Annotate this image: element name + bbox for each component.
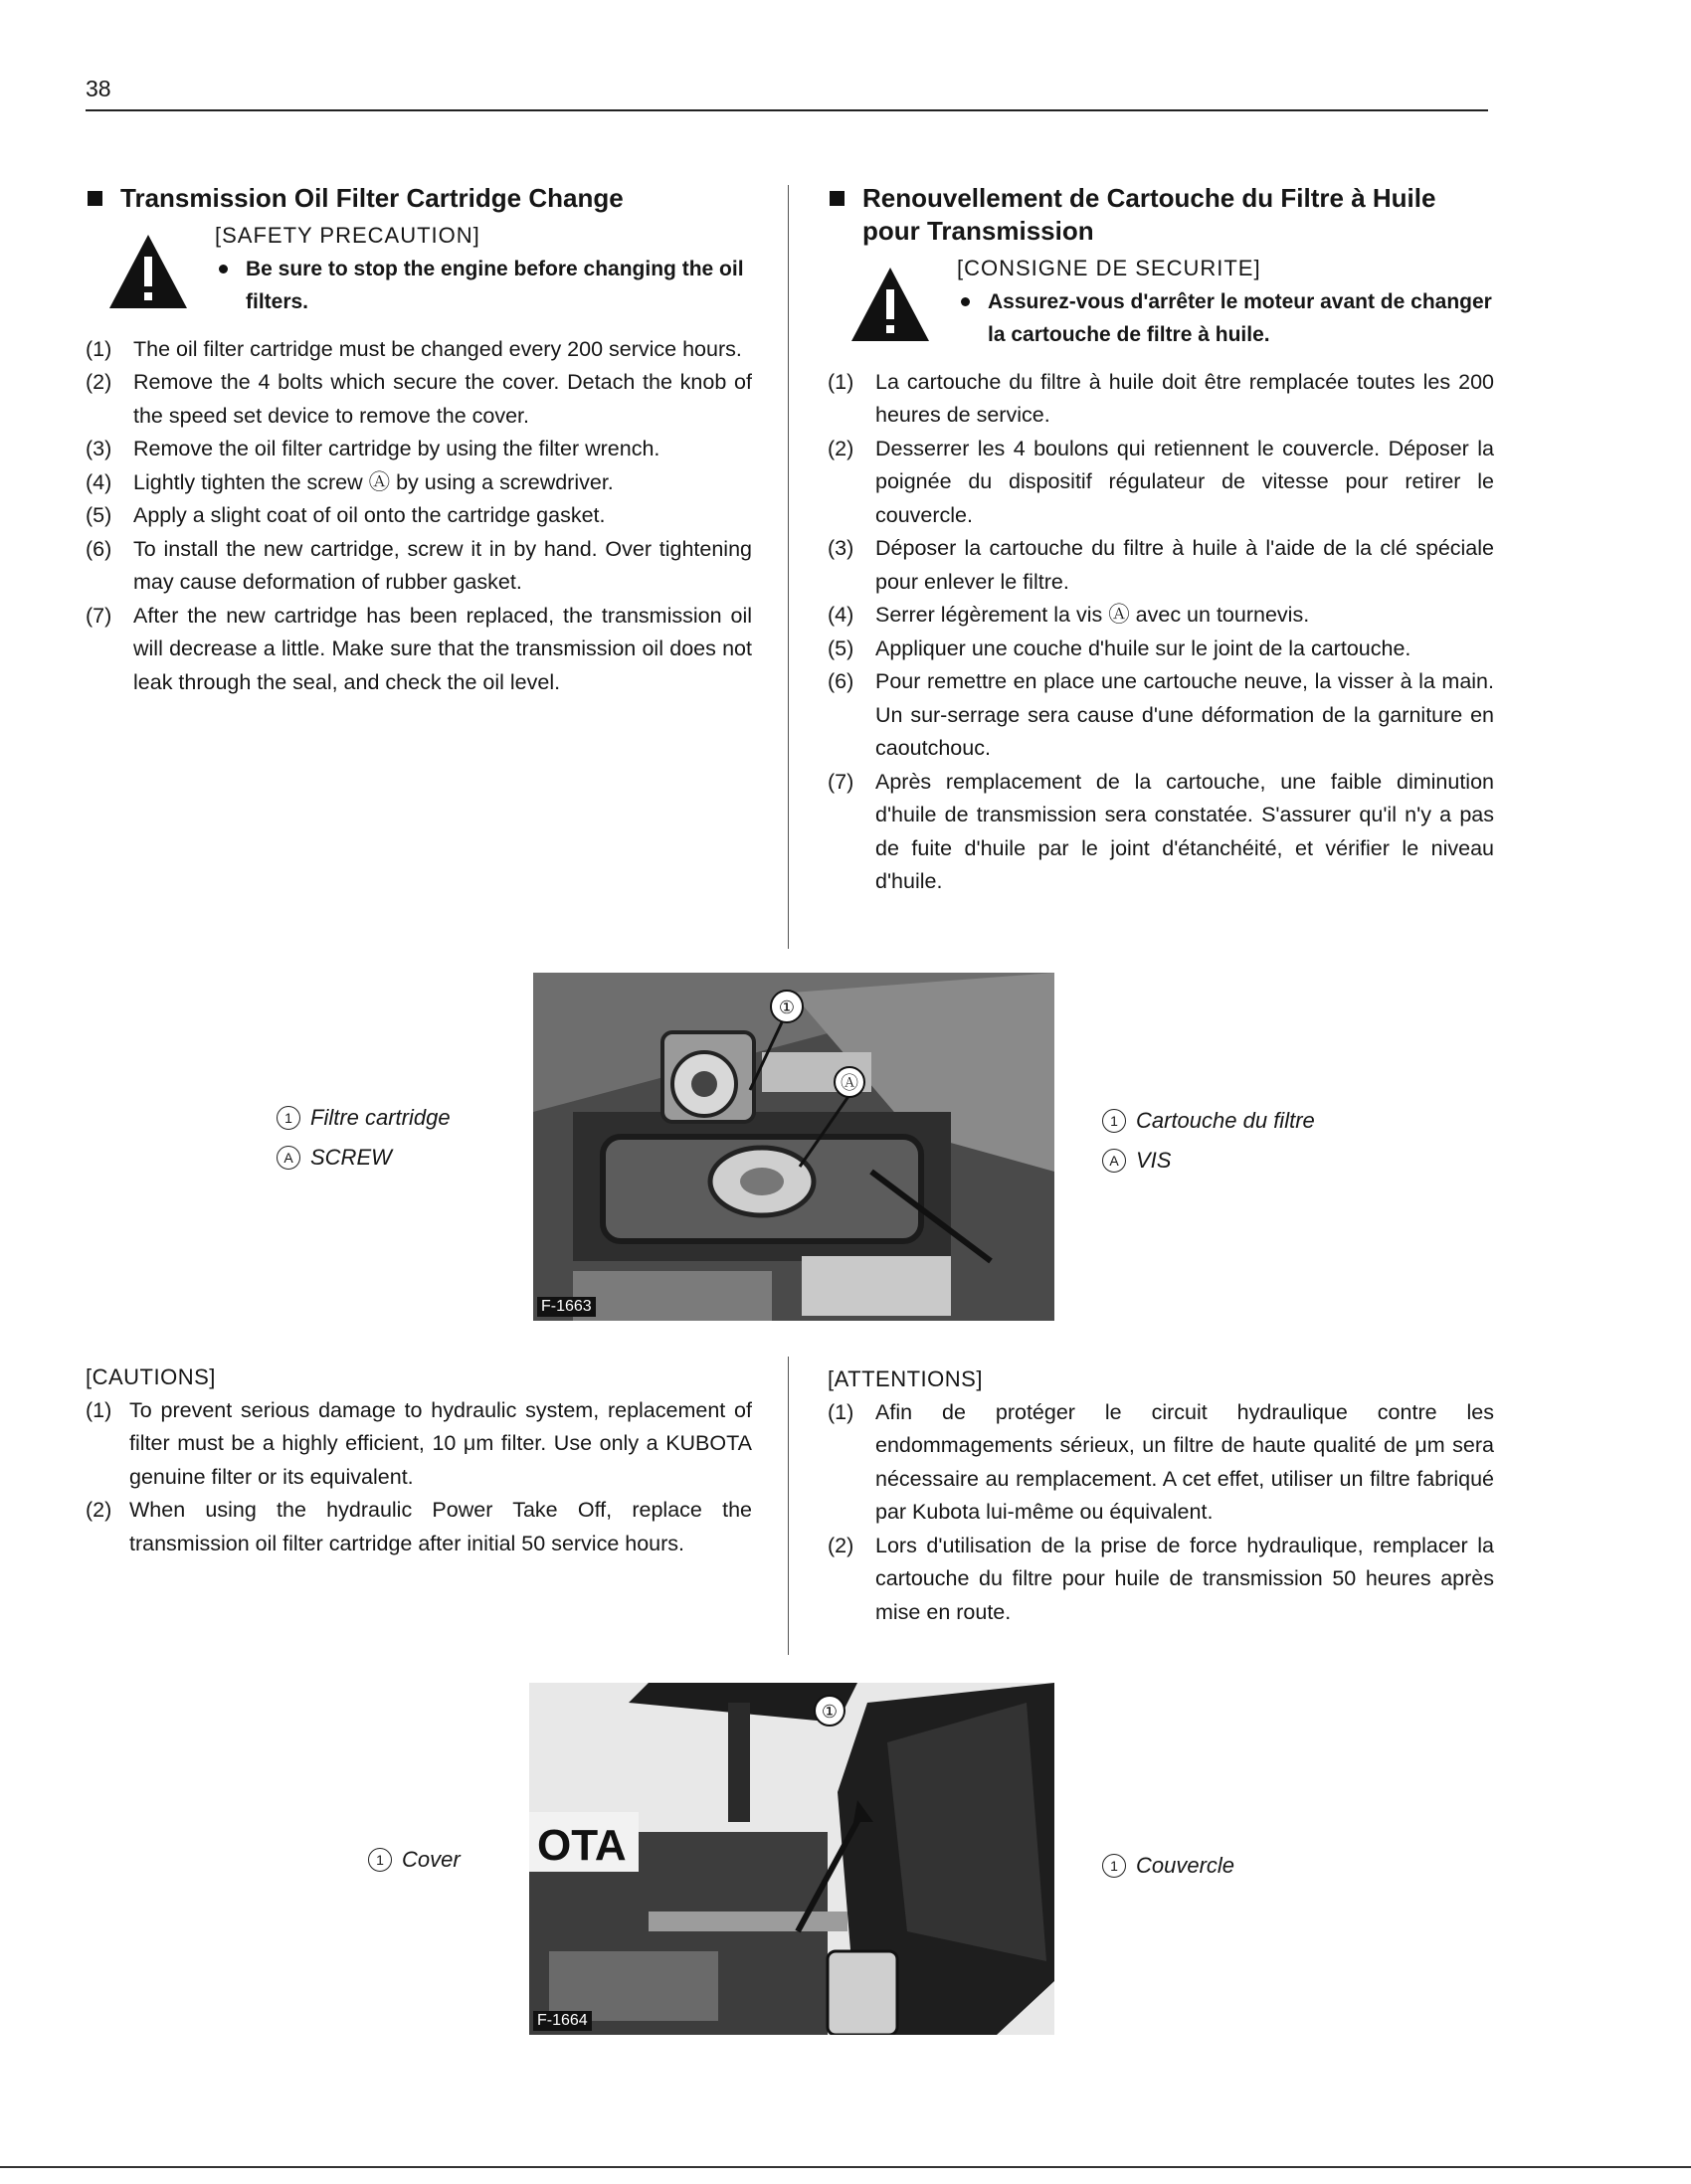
figure-number: F-1664	[533, 2011, 592, 2031]
cautions-list-en	[86, 1394, 752, 1561]
brand-lettering: OTA	[537, 1821, 627, 1870]
caution-item: (2) When using the hydraulic Power Take Off, replace the transmission oil filter cartridge after initial 50 service hours.	[86, 1498, 752, 1555]
step-item: (1) La cartouche du filtre à huile doit être remplacée toutes les 200 heures de service.	[828, 369, 1494, 427]
header-rule	[86, 109, 1488, 111]
step-item: (3) Remove the oil filter cartridge by using the filter wrench.	[86, 437, 660, 460]
cautions-list-fr	[828, 1396, 1494, 1630]
step-item: (7) After the new cartridge has been replaced, the transmission oil will decrease a little. Make sure that the transmission oil does not leak through the seal, and check the oil level.	[86, 603, 752, 694]
figure2-caption-fr: 1 Couvercle	[1102, 1846, 1234, 1886]
figure2-caption-en: 1 Cover	[368, 1840, 461, 1880]
footer-rule	[0, 2166, 1691, 2168]
caption-item: A VIS	[1102, 1141, 1315, 1181]
step-item: (5) Apply a slight coat of oil onto the cartridge gasket.	[86, 503, 606, 527]
caption-item: 1 Cartouche du filtre	[1102, 1101, 1315, 1141]
english-procedure	[86, 182, 752, 699]
square-bullet-icon	[830, 191, 845, 206]
step-item: (1) The oil filter cartridge must be changed every 200 service hours.	[86, 336, 742, 361]
step-item: (7) Après remplacement de la cartouche, une faible diminution d'huile de transmission sera constatée. S'assurer qu'il n'y a pas de fuite d'huile par le joint d'étanchéité, et vérifier le niveau d'huile.	[828, 769, 1494, 893]
figure1-captions-fr	[1102, 1101, 1315, 1181]
safety-item-fr: Assurez-vous d'arrêter le moteur avant de changer la cartouche de filtre à huile.	[957, 285, 1494, 352]
column-divider-bottom	[788, 1357, 789, 1655]
filter-cartridge-photo	[533, 973, 1054, 1321]
cautions-heading-fr: [ATTENTIONS]	[828, 1366, 983, 1391]
filter-cartridge-illustration	[533, 973, 1054, 1321]
steps-list-en	[86, 333, 752, 700]
step-item: (6) Pour remettre en place une cartouche neuve, la visser à la main. Un sur-serrage sera cause d'une déformation de la garniture en caoutchouc.	[828, 669, 1494, 760]
cautions-fr	[828, 1363, 1494, 1629]
bullet-dot-icon	[961, 297, 970, 306]
caution-item: (2) Lors d'utilisation de la prise de force hydraulique, remplacer la cartouche du filtre pour huile de transmission 50 heures après mise en route.	[828, 1533, 1494, 1624]
callout-1-label: ①	[778, 998, 796, 1017]
section-title-fr: Renouvellement de Cartouche du Filtre à Huile pour Transmission	[828, 182, 1494, 248]
section-title-en: Transmission Oil Filter Cartridge Change	[86, 182, 752, 215]
caption-item: A SCREW	[277, 1138, 451, 1178]
french-procedure	[828, 182, 1494, 899]
square-bullet-icon	[88, 191, 102, 206]
safety-item-en: Be sure to stop the engine before changing the oil filters.	[215, 253, 752, 319]
caption-item: 1 Filtre cartridge	[277, 1098, 451, 1138]
caution-item: (1) Afin de protéger le circuit hydraulique contre les endommagements sérieux, un filtre de haute qualité de μm sera nécessaire au remplacement. A cet effet, utiliser un filtre fabriqué par Kubota lui-même ou équivalent.	[828, 1399, 1494, 1524]
step-item: (2) Remove the 4 bolts which secure the cover. Detach the knob of the speed set device to remove the cover.	[86, 370, 752, 428]
warning-triangle-icon	[107, 233, 189, 310]
step-item: (5) Appliquer une couche d'huile sur le joint de la cartouche.	[828, 636, 1411, 660]
cautions-en	[86, 1361, 752, 1560]
safety-precaution-en	[86, 219, 752, 319]
column-divider-top	[788, 185, 789, 949]
bullet-dot-icon	[219, 265, 228, 273]
step-item: (6) To install the new cartridge, screw it in by hand. Over tightening may cause deformation of rubber gasket.	[86, 536, 752, 594]
cover-illustration	[529, 1683, 1054, 2035]
step-item: (4) Lightly tighten the screw Ⓐ by using a screwdriver.	[86, 469, 614, 494]
page-number: 38	[86, 76, 111, 101]
safety-heading-en: [SAFETY PRECAUTION]	[215, 223, 480, 248]
steps-list-fr	[828, 366, 1494, 899]
callout-a-label: Ⓐ	[841, 1073, 858, 1093]
cover-photo	[529, 1683, 1054, 2035]
step-item: (4) Serrer légèrement la vis Ⓐ avec un tournevis.	[828, 603, 1310, 627]
callout-1-label: ①	[821, 1702, 839, 1722]
warning-triangle-icon	[849, 266, 931, 343]
figure1-captions-en	[277, 1098, 451, 1178]
safety-precaution-fr	[828, 252, 1494, 352]
safety-heading-fr: [CONSIGNE DE SECURITE]	[957, 256, 1261, 280]
step-item: (2) Desserrer les 4 boulons qui retiennent le couvercle. Déposer la poignée du dispositif régulateur de vitesse pour retirer le couvercle.	[828, 436, 1494, 527]
cautions-heading-en: [CAUTIONS]	[86, 1365, 216, 1389]
step-item: (3) Déposer la cartouche du filtre à huile à l'aide de la clé spéciale pour enlever le filtre.	[828, 536, 1494, 594]
caution-item: (1) To prevent serious damage to hydraulic system, replacement of filter must be a highly efficient, 10 μm filter. Use only a KUBOTA genuine filter or its equivalent.	[86, 1397, 752, 1489]
figure-number: F-1663	[537, 1297, 596, 1317]
